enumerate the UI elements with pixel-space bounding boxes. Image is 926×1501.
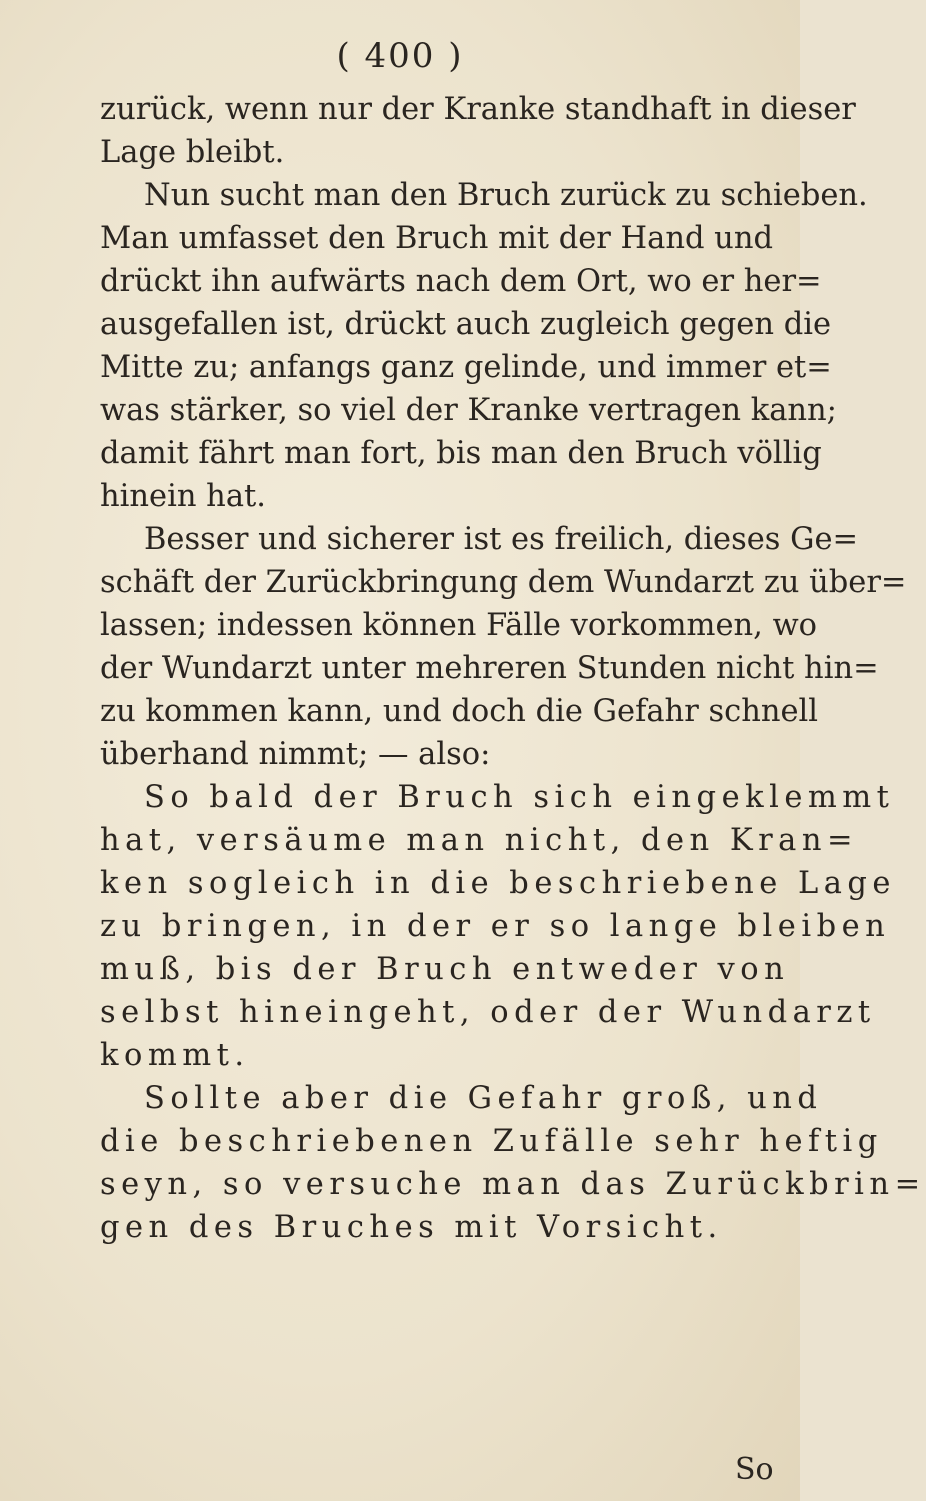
text-line: zurück, wenn nur der Kranke standhaft in dieser — [100, 92, 856, 127]
text-line: seyn, so versuche man das Zurückbrin= — [100, 1167, 926, 1202]
text-line: schäft der Zurückbringung dem Wundarzt zu über= — [100, 565, 907, 600]
text-line: Lage bleibt. — [100, 135, 285, 170]
text-line: selbst hineingeht, oder der Wundarzt — [100, 995, 876, 1030]
text-line: was stärker, so viel der Kranke vertragen kann; — [100, 393, 837, 428]
text-line: hinein hat. — [100, 479, 266, 514]
text-line: ken sogleich in die beschriebene Lage — [100, 866, 896, 901]
catchword: So — [735, 1452, 774, 1487]
text-line: überhand nimmt; — also: — [100, 737, 491, 772]
text-line: lassen; indessen können Fälle vorkommen, wo — [100, 608, 818, 643]
page-number: ( 400 ) — [336, 36, 464, 76]
text-line: Mitte zu; anfangs ganz gelinde, und immer et= — [100, 350, 832, 385]
text-line: gen des Bruches mit Vorsicht. — [100, 1210, 723, 1245]
paragraph-start: Sollte aber die Gefahr groß, und — [144, 1081, 823, 1116]
text-line: Man umfasset den Bruch mit der Hand und — [100, 221, 773, 256]
text-line: damit fährt man fort, bis man den Bruch völlig — [100, 436, 822, 471]
body-text — [100, 88, 926, 1249]
text-line: ausgefallen ist, drückt auch zugleich gegen die — [100, 307, 832, 342]
text-line: der Wundarzt unter mehreren Stunden nicht hin= — [100, 651, 879, 686]
text-line: zu kommen kann, und doch die Gefahr schnell — [100, 694, 819, 729]
paragraph-start: Nun sucht man den Bruch zurück zu schieben. — [144, 178, 868, 213]
text-line: zu bringen, in der er so lange bleiben — [100, 909, 891, 944]
text-line: die beschriebenen Zufälle sehr heftig — [100, 1124, 883, 1159]
text-line: kommt. — [100, 1038, 250, 1073]
text-line: hat, versäume man nicht, den Kran= — [100, 823, 859, 858]
text-line: muß, bis der Bruch entweder von — [100, 952, 790, 987]
paragraph-start: So bald der Bruch sich eingeklemmt — [144, 780, 895, 815]
paragraph-start: Besser und sicherer ist es freilich, dieses Ge= — [144, 522, 859, 557]
text-line: drückt ihn aufwärts nach dem Ort, wo er her= — [100, 264, 822, 299]
